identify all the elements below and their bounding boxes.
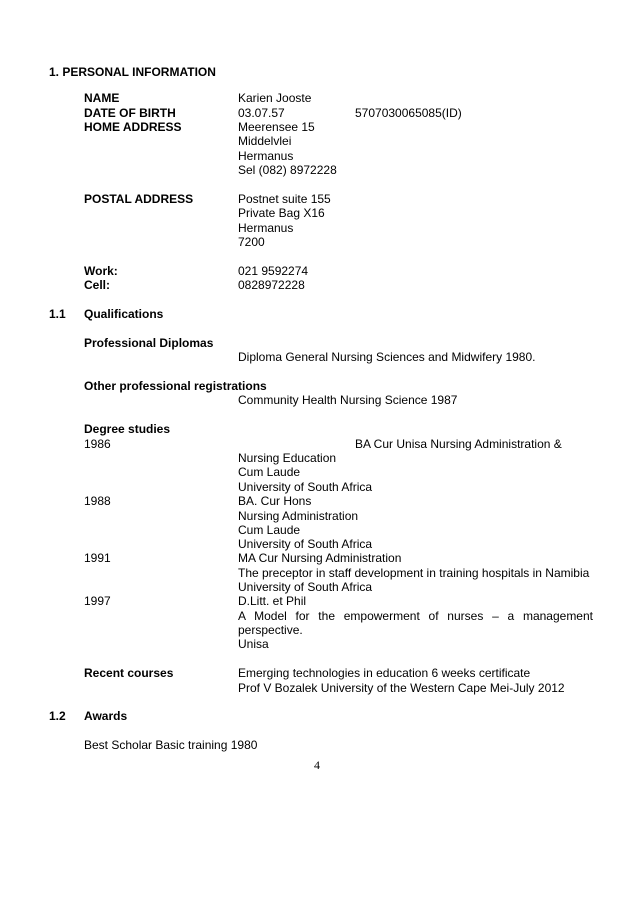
- other-registrations-label: Other professional registrations: [84, 379, 267, 393]
- professional-diplomas-value: Diploma General Nursing Sciences and Midwifery 1980.: [238, 350, 536, 364]
- work-value: 021 9592274: [238, 264, 309, 278]
- name-value: Karien Jooste: [238, 91, 312, 105]
- recent-course-line: Emerging technologies in education 6 weeks certificate: [238, 666, 531, 680]
- section-heading-personal: 1. PERSONAL INFORMATION: [49, 65, 216, 79]
- work-label: Work:: [84, 264, 118, 278]
- degree-detail: University of South Africa: [238, 580, 373, 594]
- postal-address-line: 7200: [238, 235, 265, 249]
- dob-value: 03.07.57: [238, 106, 285, 120]
- dob-label: DATE OF BIRTH: [84, 106, 176, 120]
- recent-course-line: Prof V Bozalek University of the Western Cape Mei-July 2012: [238, 681, 565, 695]
- degree-title: BA. Cur Hons: [238, 494, 312, 508]
- postal-address-line: Hermanus: [238, 221, 294, 235]
- degree-title: MA Cur Nursing Administration: [238, 551, 402, 565]
- degree-detail: University of South Africa: [238, 537, 373, 551]
- section-number-qualifications: 1.1: [49, 307, 66, 321]
- home-address-line: Sel (082) 8972228: [238, 163, 337, 177]
- home-address-line: Hermanus: [238, 149, 294, 163]
- professional-diplomas-label: Professional Diplomas: [84, 336, 214, 350]
- degree-detail: University of South Africa: [238, 480, 373, 494]
- postal-address-label: POSTAL ADDRESS: [84, 192, 194, 206]
- other-registrations-value: Community Health Nursing Science 1987: [238, 393, 458, 407]
- degree-detail: Nursing Administration: [238, 509, 359, 523]
- postal-address-line: Postnet suite 155: [238, 192, 331, 206]
- degree-detail: Unisa: [238, 637, 269, 651]
- id-number: 5707030065085(ID): [355, 106, 462, 120]
- degree-year: 1991: [84, 551, 111, 565]
- degree-year: 1997: [84, 594, 111, 608]
- postal-address-line: Private Bag X16: [238, 206, 325, 220]
- degree-year: 1986: [84, 437, 111, 451]
- home-address-label: HOME ADDRESS: [84, 120, 182, 134]
- degree-title: D.Litt. et Phil: [238, 594, 307, 608]
- name-label: NAME: [84, 91, 120, 105]
- home-address-line: Meerensee 15: [238, 120, 315, 134]
- degree-detail: Cum Laude: [238, 465, 301, 479]
- degree-detail: The preceptor in staff development in training hospitals in Namibia: [238, 566, 590, 580]
- section-heading-qualifications: Qualifications: [84, 307, 164, 321]
- recent-courses-label: Recent courses: [84, 666, 174, 680]
- degree-year: 1988: [84, 494, 111, 508]
- degree-detail: perspective.: [238, 623, 303, 637]
- section-number-awards: 1.2: [49, 709, 66, 723]
- page-number: 4: [314, 758, 320, 772]
- cell-value: 0828972228: [238, 278, 305, 292]
- degree-detail: Cum Laude: [238, 523, 301, 537]
- cell-label: Cell:: [84, 278, 111, 292]
- degree-detail: A Model for the empowerment of nurses – a management: [238, 609, 593, 623]
- degree-studies-label: Degree studies: [84, 422, 171, 436]
- degree-detail: Nursing Education: [238, 451, 337, 465]
- section-heading-awards: Awards: [84, 709, 128, 723]
- degree-title: BA Cur Unisa Nursing Administration &: [355, 437, 562, 451]
- home-address-line: Middelvlei: [238, 134, 292, 148]
- award-item: Best Scholar Basic training 1980: [84, 738, 258, 752]
